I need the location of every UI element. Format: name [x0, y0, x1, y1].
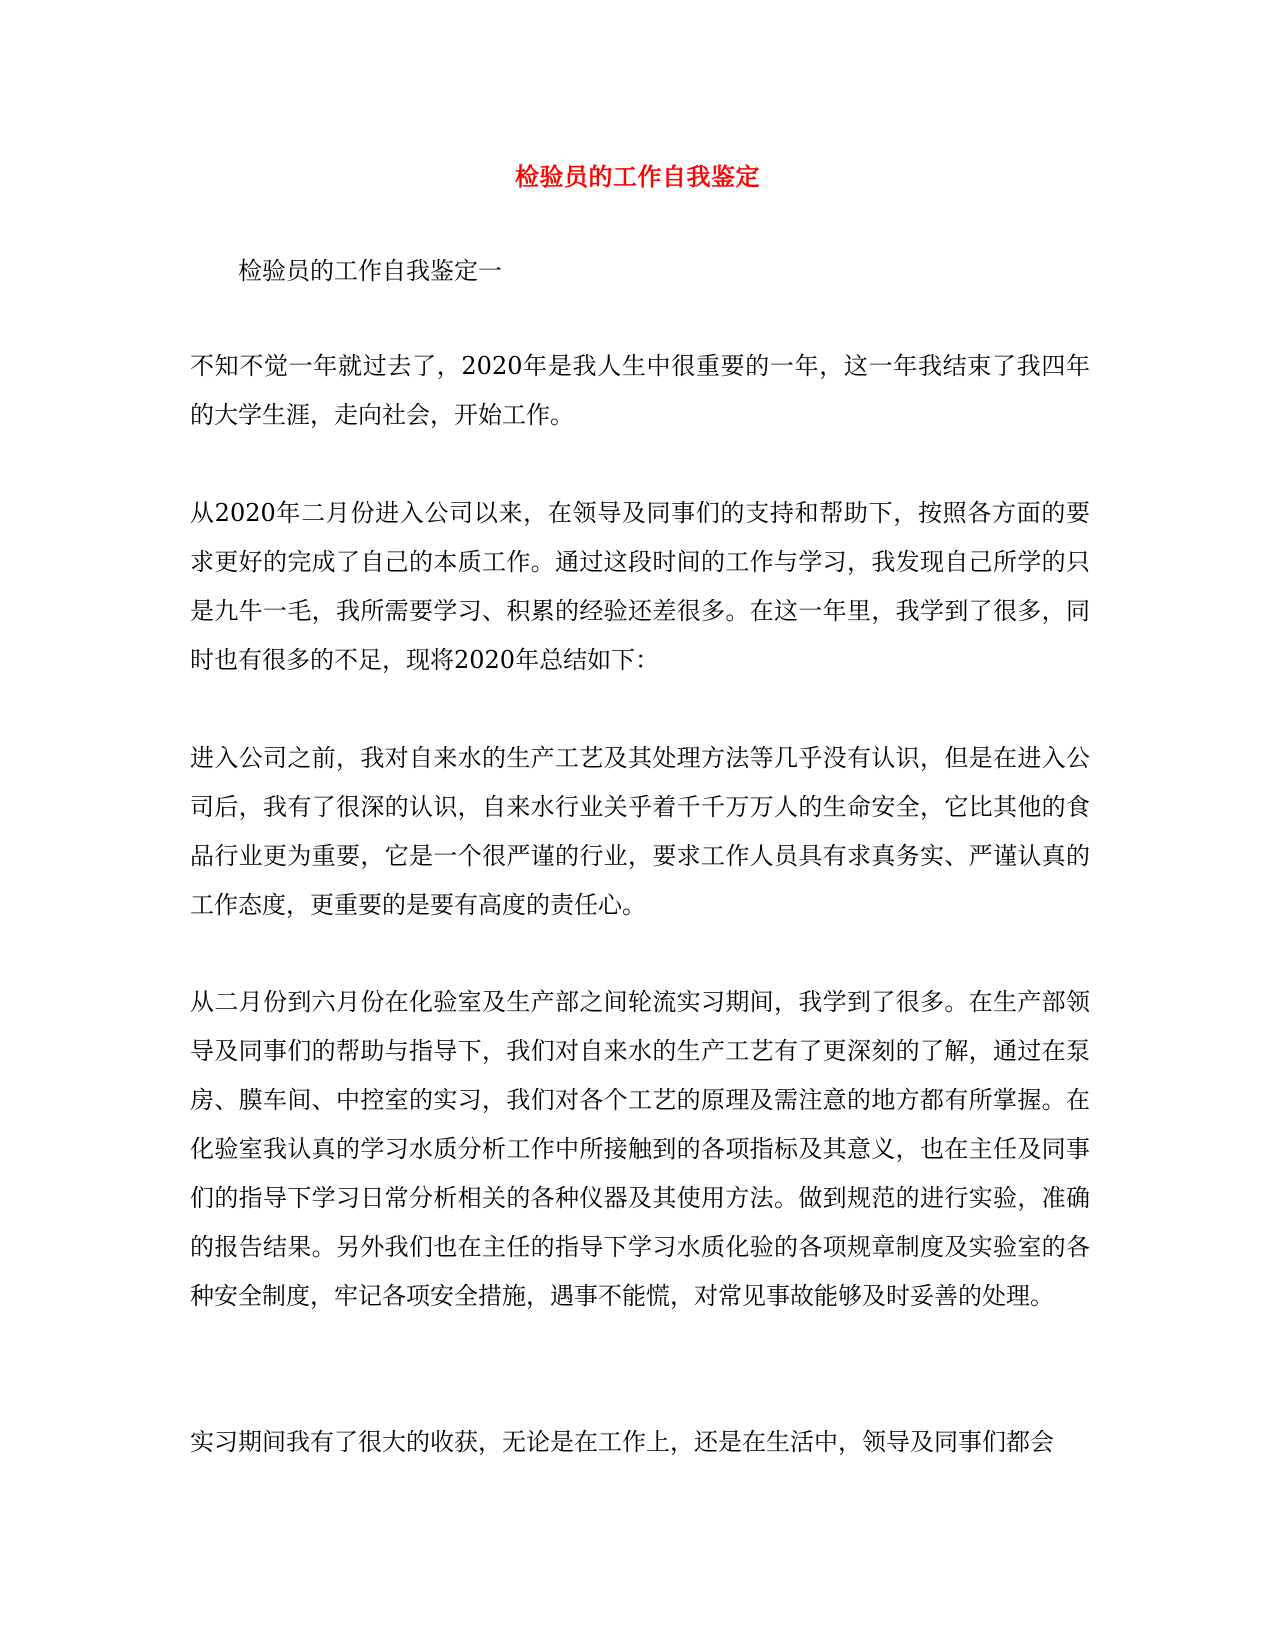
paragraph-2: 从2020年二月份进入公司以来，在领导及同事们的支持和帮助下，按照各方面的要求更好的完成了自己的本质工作。通过这段时间的工作与学习，我发现自己所学的只是九牛一毛，我所需要学习、积累的经验还差很多。在这一年里，我学到了很多，同时也有很多的不足，现将2020年总结如下：: [190, 499, 1090, 674]
document-title: 检验员的工作自我鉴定: [515, 162, 760, 191]
paragraph-4: 从二月份到六月份在化验室及生产部之间轮流实习期间，我学到了很多。在生产部领导及同事们的帮助与指导下，我们对自来水的生产工艺有了更深刻的了解，通过在泵房、膜车间、中控室的实习，我们对各个工艺的原理及需注意的地方都有所掌握。在化验室我认真的学习水质分析工作中所接触到的各项指标及其意义，也在主任及同事们的指导下学习日常分析相关的各种仪器及其使用方法。做到规范的进行实验，准确的报告结果。另外我们也在主任的指导下学习水质化验的各项规章制度及实验室的各种安全制度，牢记各项安全措施，遇事不能慌，对常见事故能够及时妥善的处理。: [190, 988, 1090, 1310]
paragraph-5: 实习期间我有了很大的收获，无论是在工作上，还是在生活中，领导及同事们都会: [190, 1428, 1054, 1456]
section-heading: 检验员的工作自我鉴定一: [238, 257, 502, 285]
paragraph-1: 不知不觉一年就过去了，2020年是我人生中很重要的一年，这一年我结束了我四年的大学生涯，走向社会，开始工作。: [190, 352, 1090, 429]
paragraph-3: 进入公司之前，我对自来水的生产工艺及其处理方法等几乎没有认识，但是在进入公司后，我有了很深的认识，自来水行业关乎着千千万万人的生命安全，它比其他的食品行业更为重要，它是一个很严谨的行业，要求工作人员具有求真务实、严谨认真的工作态度，更重要的是要有高度的责任心。: [190, 744, 1090, 919]
